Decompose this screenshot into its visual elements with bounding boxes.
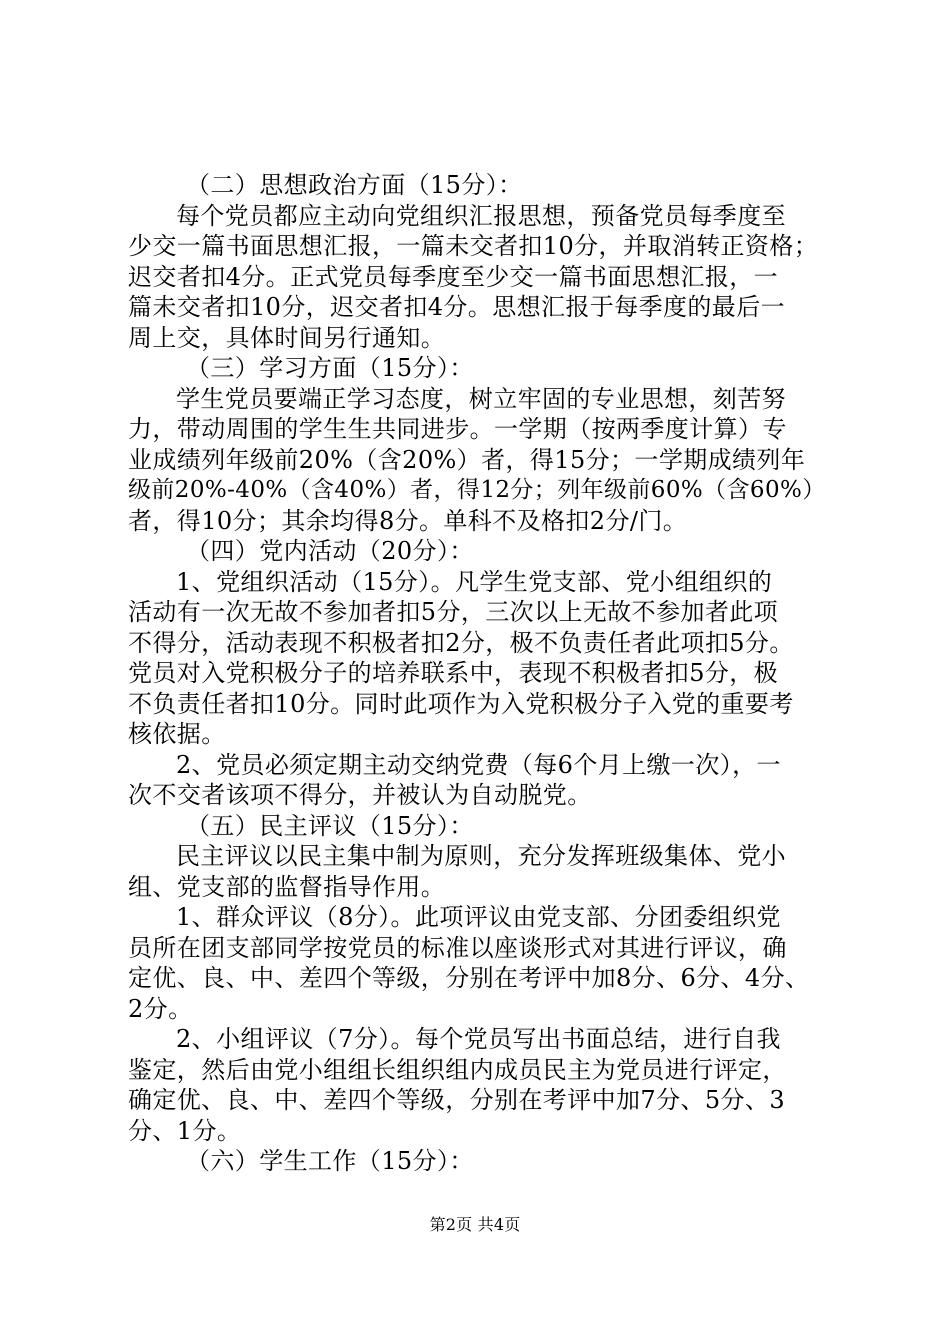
paragraph-line: 确定优、良、中、差四个等级，分别在考评中加7分、5分、3 [128, 1086, 786, 1114]
paragraph-line: 业成绩列年级前20%（含20%）者，得15分；一学期成绩列年 [128, 445, 806, 474]
paragraph-line: 定优、良、中、差四个等级，分别在考评中加8分、6分、4分、 [128, 964, 810, 992]
paragraph-line: 学生党员要端正学习态度，树立牢固的专业思想，刻苦努 [176, 384, 786, 413]
paragraph-line: 鉴定，然后由党小组组长组织组内成员民主为党员进行评定， [128, 1055, 787, 1084]
paragraph-line: 党员对入党积极分子的培养联系中，表现不积极者扣5分，极 [128, 659, 779, 687]
paragraph-line: 分、1分。 [128, 1116, 242, 1145]
paragraph-line: 2、党员必须定期主动交纳党费（每6个月上缴一次），一 [176, 750, 781, 779]
page-footer: 第2页 共4页 [429, 1215, 521, 1234]
paragraph-line: 不得分，活动表现不积极者扣2分，极不负责任者此项扣5分。 [128, 628, 794, 657]
paragraph-line: 篇未交者扣10分，迟交者扣4分。思想汇报于每季度的最后一 [128, 293, 786, 321]
paragraph-line: 每个党员都应主动向党组织汇报思想，预备党员每季度至 [176, 201, 786, 230]
paragraph-line: 1、群众评议（8分）。此项评议由党支部、分团委组织党 [176, 903, 781, 931]
paragraph-line: 次不交者该项不得分，并被认为自动脱党。 [128, 781, 592, 809]
paragraph-line: 级前20%-40%（含40%）者，得12分；列年级前60%（含60%） [128, 477, 826, 503]
paragraph-line: 少交一篇书面思想汇报，一篇未交者扣10分，并取消转正资格； [128, 232, 819, 260]
document-body [128, 170, 832, 1177]
section-heading: （五）民主评议（15分）： [186, 811, 474, 840]
paragraph-line: 者，得10分；其余均得8分。单科不及格扣2分/门。 [128, 506, 688, 535]
paragraph-line: 周上交，具体时间另行通知。 [128, 323, 446, 352]
paragraph-line: 1、党组织活动（15分）。凡学生党支部、党小组组织的 [176, 567, 773, 596]
paragraph-line: 组、党支部的监督指导作用。 [128, 872, 446, 901]
paragraph-line: 员所在团支部同学按党员的标准以座谈形式对其进行评议，确 [128, 933, 787, 962]
section-heading: （三）学习方面（15分）： [186, 354, 474, 382]
section-heading: （六）学生工作（15分）： [186, 1147, 474, 1175]
paragraph-line: 活动有一次无故不参加者扣5分，三次以上无故不参加者此项 [128, 598, 779, 626]
paragraph-line: 力，带动周围的学生生共同进步。一学期（按两季度计算）专 [128, 415, 787, 443]
paragraph-line: 2分。 [128, 994, 193, 1023]
paragraph-line: 不负责任者扣10分。同时此项作为入党积极分子入党的重要考 [128, 689, 794, 718]
paragraph-line: 民主评议以民主集中制为原则，充分发挥班级集体、党小 [176, 842, 786, 870]
section-heading: （四）党内活动（20分）： [186, 537, 474, 565]
paragraph-line: 迟交者扣4分。正式党员每季度至少交一篇书面思想汇报，一 [128, 262, 779, 291]
paragraph-line: 2、小组评议（7分）。每个党员写出书面总结，进行自我 [176, 1025, 781, 1053]
paragraph-line: 核依据。 [128, 720, 226, 748]
section-heading: （二）思想政治方面（15分）： [186, 171, 523, 199]
